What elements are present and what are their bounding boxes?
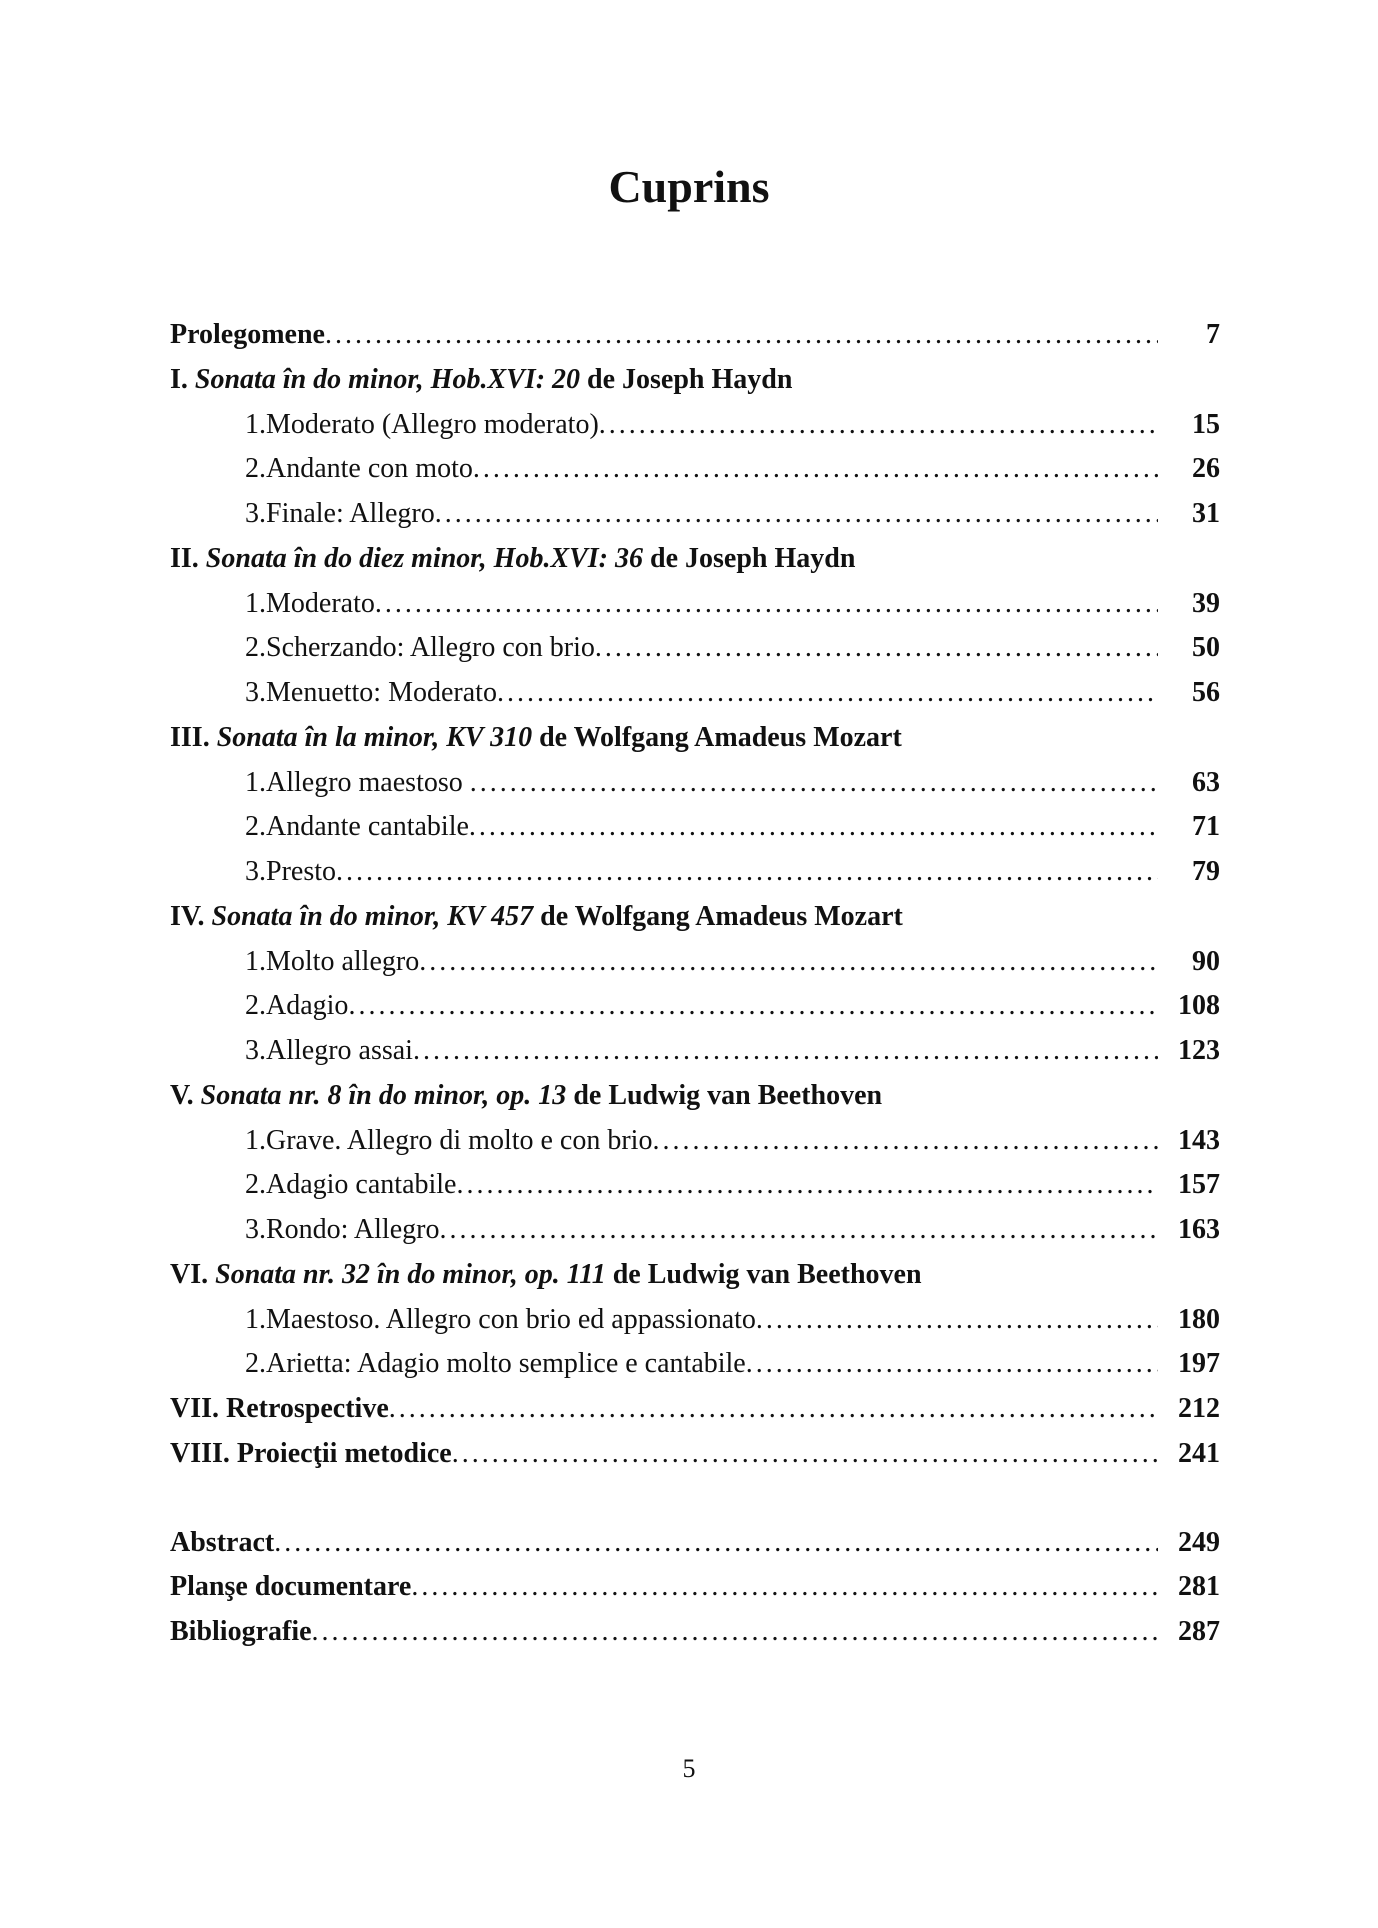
toc-entry[interactable] — [170, 850, 1220, 895]
toc-page-number: 180 — [1158, 1298, 1220, 1343]
toc-page-number: 7 — [1158, 313, 1220, 358]
toc-page-number: 31 — [1158, 492, 1220, 537]
toc-entry[interactable] — [170, 984, 1220, 1029]
toc-entry[interactable] — [170, 626, 1220, 671]
toc-section-heading[interactable] — [170, 537, 1220, 582]
toc-entry-label: 2.Andante con moto — [245, 453, 473, 485]
toc-entry-label: 2.Scherzando: Allegro con brio — [245, 632, 595, 664]
toc-entry-label: 3.Rondo: Allegro — [245, 1214, 440, 1245]
toc-entry-label: 2.Adagio — [245, 990, 349, 1022]
toc-section-heading[interactable] — [170, 895, 1220, 940]
toc-entry-label: 3.Finale: Allegro — [245, 498, 435, 529]
toc-page-number: 56 — [1158, 671, 1220, 716]
toc-entry[interactable] — [170, 1610, 1220, 1655]
toc-entry-label: VII. Retrospective — [170, 1393, 389, 1424]
toc-section-heading[interactable] — [170, 1253, 1220, 1298]
toc-page-number: 50 — [1158, 626, 1220, 671]
toc-entry-label: Prolegomene — [170, 319, 325, 350]
section-work-title: Sonata nr. 32 în do minor, op. 111 — [215, 1258, 606, 1290]
page-number: 5 — [682, 1754, 696, 1783]
toc-entry-label: Abstract — [170, 1526, 275, 1558]
toc-entry-label: Bibliografie — [170, 1616, 312, 1647]
toc-section-heading[interactable] — [170, 1074, 1220, 1119]
toc-page-number: 26 — [1158, 447, 1220, 492]
section-work-title: Sonata în do diez minor, Hob.XVI: 36 — [205, 542, 644, 574]
toc-entry-label: 3.Allegro assai — [245, 1035, 413, 1066]
section-work-title: Sonata în do minor, Hob.XVI: 20 — [194, 363, 581, 395]
toc-entry-label: 1.Maestoso. Allegro con brio ed appassionato — [245, 1303, 756, 1335]
toc-entry[interactable] — [170, 1298, 1220, 1343]
section-number: V. — [170, 1079, 194, 1111]
toc-entry-label: 1.Grave. Allegro di molto e con brio — [245, 1124, 653, 1156]
toc-page-number: 143 — [1158, 1119, 1220, 1164]
toc-section-heading[interactable] — [170, 358, 1220, 403]
toc-page-number: 90 — [1158, 940, 1220, 985]
toc-entry[interactable] — [170, 671, 1220, 716]
section-composer: de Ludwig van Beethoven — [612, 1258, 922, 1290]
toc-page-number: 123 — [1158, 1029, 1220, 1074]
toc-entry[interactable] — [170, 492, 1220, 537]
toc-page-number: 157 — [1158, 1163, 1220, 1208]
section-number: III. — [170, 721, 210, 753]
toc-entry-label: 1.Molto allegro — [245, 945, 420, 977]
section-composer: de Wolfgang Amadeus Mozart — [540, 900, 903, 932]
toc-entry[interactable] — [170, 1342, 1220, 1387]
section-composer: de Wolfgang Amadeus Mozart — [532, 721, 902, 753]
toc-page-number: 15 — [1158, 403, 1220, 448]
toc-entry[interactable] — [170, 1163, 1220, 1208]
toc-page-number: 63 — [1158, 761, 1220, 806]
toc-entry[interactable] — [170, 1565, 1220, 1610]
toc-entry[interactable] — [170, 1432, 1220, 1477]
toc-entry-label: 3.Presto — [245, 856, 336, 887]
toc-entry[interactable] — [170, 1208, 1220, 1253]
section-number: IV. — [170, 900, 205, 932]
toc-entry[interactable] — [170, 582, 1220, 627]
toc-page-number: 212 — [1158, 1387, 1220, 1432]
section-work-title: Sonata nr. 8 în do minor, op. 13 — [200, 1079, 567, 1111]
toc-entry-label: VIII. Proiecţii metodice — [170, 1437, 452, 1469]
section-composer: de Ludwig van Beethoven — [573, 1079, 883, 1111]
section-number: VI. — [170, 1258, 209, 1290]
toc-entry-label: 3.Menuetto: Moderato — [245, 677, 497, 708]
toc-page-number: 79 — [1158, 850, 1220, 895]
toc-page-number: 108 — [1158, 984, 1220, 1029]
toc-section-heading[interactable] — [170, 716, 1220, 761]
toc-entry[interactable] — [170, 1029, 1220, 1074]
toc-entry[interactable] — [170, 1119, 1220, 1164]
toc-entry[interactable] — [170, 805, 1220, 850]
toc-page-number: 71 — [1158, 805, 1220, 850]
section-work-title: Sonata în do minor, KV 457 — [211, 900, 534, 932]
page-title: Cuprins — [608, 161, 770, 212]
toc-entry-label: 1.Moderato (Allegro moderato) — [245, 408, 599, 440]
toc-entry[interactable] — [170, 313, 1220, 358]
toc-page-number: 163 — [1158, 1208, 1220, 1253]
toc-entry[interactable] — [170, 403, 1220, 448]
toc-entry-label: 2.Adagio cantabile — [245, 1169, 457, 1201]
toc-entry[interactable] — [170, 447, 1220, 492]
toc-entry[interactable] — [170, 940, 1220, 985]
toc-page-number: 281 — [1158, 1565, 1220, 1610]
toc-page-number: 39 — [1158, 582, 1220, 627]
section-composer: de Joseph Haydn — [587, 363, 793, 395]
section-number: II. — [170, 542, 199, 574]
toc-entry-label: 1.Moderato — [245, 587, 375, 619]
toc-page-number: 197 — [1158, 1342, 1220, 1387]
toc-page-number: 241 — [1158, 1432, 1220, 1477]
section-work-title: Sonata în la minor, KV 310 — [216, 721, 533, 753]
toc-entry[interactable] — [170, 761, 1220, 806]
toc-entry-label: Planşe documentare — [170, 1571, 412, 1603]
toc-page-number: 287 — [1158, 1610, 1220, 1655]
section-number: I. — [170, 363, 188, 395]
toc-entry[interactable] — [170, 1521, 1220, 1566]
table-of-contents — [170, 313, 1220, 1655]
toc-page-number: 249 — [1158, 1521, 1220, 1566]
toc-entry[interactable] — [170, 1387, 1220, 1432]
toc-entry-label: 1.Allegro maestoso — [245, 766, 470, 798]
section-composer: de Joseph Haydn — [650, 542, 856, 574]
toc-entry-label: 2.Andante cantabile — [245, 811, 469, 843]
toc-entry-label: 2.Arietta: Adagio molto semplice e cantabile — [245, 1348, 746, 1380]
